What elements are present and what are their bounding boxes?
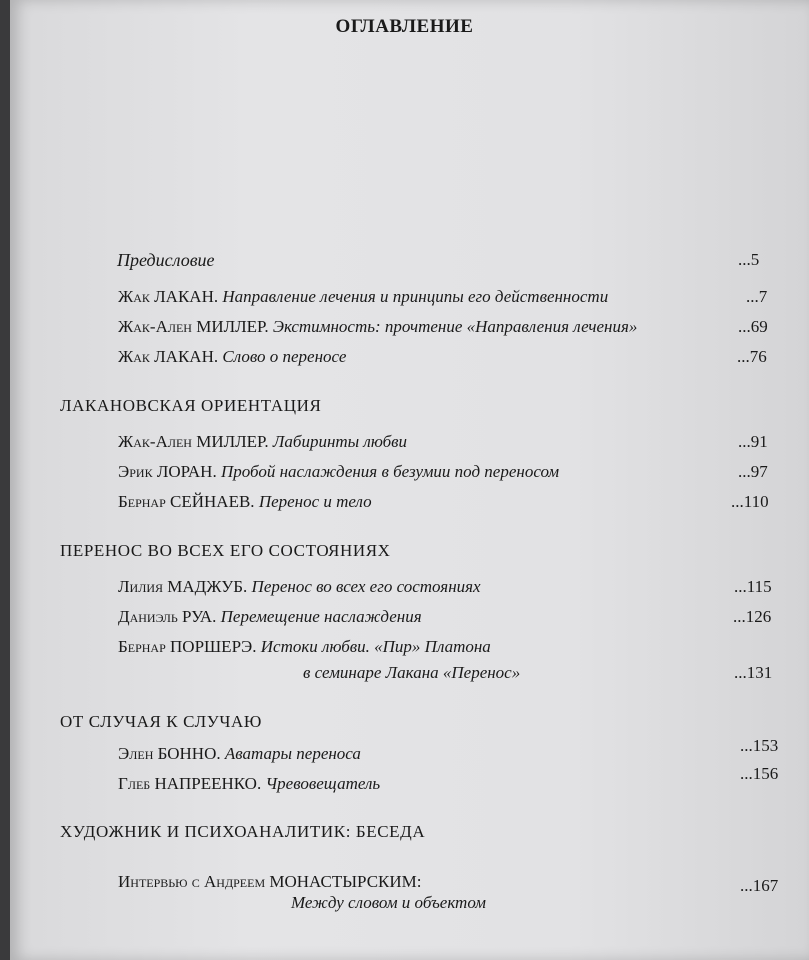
toc-entry xyxy=(118,607,422,627)
entry-author: Бернар СЕЙНАЕВ. xyxy=(118,492,255,511)
entry-work: Пробой наслаждения в безумии под переносом xyxy=(220,462,560,481)
toc-entry xyxy=(118,577,481,597)
toc-entry xyxy=(118,287,608,307)
entry-page: ...76 xyxy=(737,347,767,366)
page-title: ОГЛАВЛЕНИЕ xyxy=(335,16,474,37)
entry-page: ...126 xyxy=(733,607,772,626)
entry-author: Эрик ЛОРАН. xyxy=(118,462,217,481)
section-heading: ХУДОЖНИК И ПСИХОАНАЛИТИК: БЕСЕДА xyxy=(60,822,426,841)
entry-page: ...115 xyxy=(734,577,772,596)
entry-work: Слово о переносе xyxy=(222,347,347,366)
entry-author: Интервью с Андреем МОНАСТЫРСКИМ: xyxy=(118,872,422,891)
entry-author: Глеб НАПРЕЕНКО. xyxy=(118,774,262,793)
entry-author: Жак-Ален МИЛЛЕР. xyxy=(118,432,269,451)
entry-page: ...97 xyxy=(738,462,768,481)
section-heading: ЛАКАНОВСКАЯ ОРИЕНТАЦИЯ xyxy=(60,396,322,415)
toc-entry xyxy=(118,317,637,337)
entry-author: Даниэль РУА. xyxy=(118,607,217,626)
section-heading: ПЕРЕНОС ВО ВСЕХ ЕГО СОСТОЯНИЯХ xyxy=(60,541,391,560)
toc-entry xyxy=(118,432,407,452)
entry-author: Жак ЛАКАН. xyxy=(118,347,219,366)
toc-entry xyxy=(118,492,372,512)
entry-author: Жак ЛАКАН. xyxy=(118,287,219,306)
entry-work: Истоки любви. «Пир» Платона xyxy=(260,637,491,656)
entry-page: ...167 xyxy=(740,876,779,895)
toc-entry xyxy=(118,637,491,657)
entry-page: ...7 xyxy=(746,287,768,306)
section-heading: ОТ СЛУЧАЯ К СЛУЧАЮ xyxy=(60,712,262,731)
entry-work: Перенос и тело xyxy=(258,492,372,511)
entry-author: Лилия МАДЖУБ. xyxy=(118,577,248,596)
toc-entry xyxy=(118,744,361,764)
entry-page: ...69 xyxy=(738,317,768,336)
entry-author: Жак-Ален МИЛЛЕР. xyxy=(118,317,269,336)
toc-entry xyxy=(118,347,346,367)
entry-page: ...91 xyxy=(738,432,768,451)
entry-work: Экстимность: прочтение «Направления лечения» xyxy=(272,317,638,336)
entry-page: ...156 xyxy=(740,764,779,783)
toc-entry xyxy=(118,774,380,794)
entry-author: Элен БОННО. xyxy=(118,744,221,763)
entry-work: Лабиринты любви xyxy=(272,432,408,451)
entry-page: ...110 xyxy=(731,492,769,511)
entry-work: Перенос во всех его состояниях xyxy=(251,577,481,596)
entry-work: Чревовещатель xyxy=(265,774,381,793)
preface-label: Предисловие xyxy=(117,250,215,270)
toc-entry xyxy=(118,462,559,482)
entry-author: Бернар ПОРШЕРЭ. xyxy=(118,637,257,656)
entry-page: ...153 xyxy=(740,736,779,755)
entry-work-continuation: в семинаре Лакана «Перенос» xyxy=(303,663,521,682)
entry-work: Между словом и объектом xyxy=(291,893,487,912)
entry-page: ...131 xyxy=(734,663,773,682)
entry-work: Перемещение наслаждения xyxy=(220,607,422,626)
preface-page: ...5 xyxy=(738,250,760,269)
toc-entry xyxy=(118,872,422,892)
entry-work: Направление лечения и принципы его действенности xyxy=(222,287,609,306)
entry-work: Аватары переноса xyxy=(224,744,361,763)
